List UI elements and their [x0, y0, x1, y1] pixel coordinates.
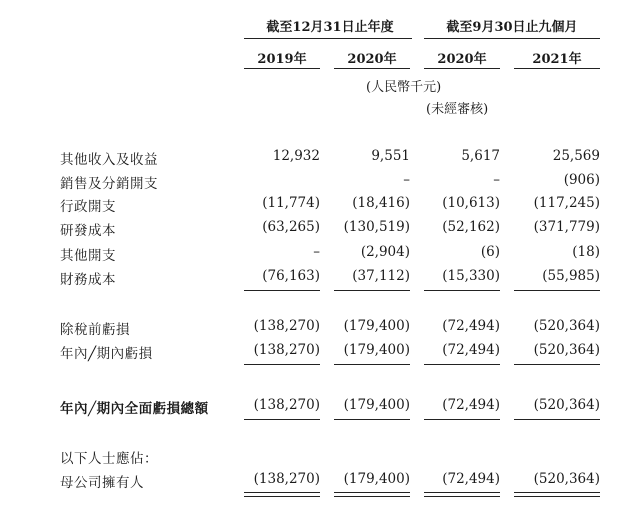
- row-label: 其他開支: [60, 248, 116, 264]
- total-rule: [514, 364, 600, 365]
- cell-2020-nine-months: (10,613): [442, 195, 500, 211]
- year-rule-2019: [244, 68, 320, 69]
- cell-2021: (18): [572, 244, 600, 260]
- cell-2020-nine-months: (72,494): [442, 342, 500, 358]
- total-rule: [514, 419, 600, 420]
- double-rule-bottom: [244, 496, 320, 497]
- cell-2020: 9,551: [371, 148, 410, 164]
- cell-2019: 12,932: [272, 148, 320, 164]
- year-header-2019: 2019年: [257, 52, 307, 67]
- cell-2021: 25,569: [552, 148, 600, 164]
- year-header-2020: 2020年: [347, 52, 397, 67]
- subtotal-rule: [244, 290, 320, 291]
- cell-2019: (11,774): [262, 195, 320, 211]
- cell-2020-nine-months: –: [493, 172, 500, 188]
- cell-2020: (37,112): [352, 268, 410, 284]
- cell-2020-nine-months: 5,617: [461, 148, 500, 164]
- cell-2021: (117,245): [533, 195, 600, 211]
- cell-2020-nine-months: (72,494): [442, 318, 500, 334]
- total-rule: [424, 419, 500, 420]
- cell-2020: (179,400): [343, 318, 410, 334]
- row-label-total-comprehensive-loss: 年內╱期內全面虧損總額: [60, 401, 209, 417]
- unit-note: (人民幣千元): [366, 80, 442, 95]
- total-rule: [334, 364, 410, 365]
- cell-2020-nine-months: (6): [480, 244, 500, 260]
- unaudited-note: (未經審核): [426, 102, 489, 117]
- cell-2021: (371,779): [533, 219, 600, 235]
- header-group-year: 截至12月31日止年度: [266, 20, 394, 35]
- cell-2019: (138,270): [253, 342, 320, 358]
- double-rule-top: [424, 492, 500, 493]
- cell-2020: (179,400): [343, 342, 410, 358]
- cell-2020: –: [403, 172, 410, 188]
- cell-2020: (18,416): [352, 195, 410, 211]
- double-rule-top: [244, 492, 320, 493]
- cell-2021: (520,364): [533, 342, 600, 358]
- row-label: 行政開支: [60, 199, 116, 215]
- row-label: 財務成本: [60, 272, 116, 288]
- row-label: 除稅前虧損: [60, 322, 130, 338]
- cell-2020: (130,519): [343, 219, 410, 235]
- double-rule-bottom: [334, 496, 410, 497]
- cell-2019: –: [313, 244, 320, 260]
- total-rule: [244, 364, 320, 365]
- header-group-rule-nine-months: [424, 38, 600, 39]
- double-rule-bottom: [514, 496, 600, 497]
- total-rule: [424, 364, 500, 365]
- year-rule-2021: [514, 68, 600, 69]
- double-rule-top: [514, 492, 600, 493]
- cell-2019: (76,163): [262, 268, 320, 284]
- cell-2021: (55,985): [542, 268, 600, 284]
- year-rule-2020: [334, 68, 410, 69]
- subtotal-rule: [514, 290, 600, 291]
- subtotal-rule: [334, 290, 410, 291]
- cell-2021: (520,364): [533, 471, 600, 487]
- cell-2020-nine-months: (72,494): [442, 397, 500, 413]
- row-label: 年內╱期內虧損: [60, 346, 153, 362]
- cell-2021: (520,364): [533, 318, 600, 334]
- cell-2020: (179,400): [343, 397, 410, 413]
- row-label: 研發成本: [60, 223, 116, 239]
- cell-2020-nine-months: (15,330): [442, 268, 500, 284]
- header-group-nine-months: 截至9月30日止九個月: [446, 20, 578, 35]
- row-label-attributable: 以下人士應佔：: [60, 451, 158, 467]
- cell-2021: (520,364): [533, 397, 600, 413]
- row-label: 母公司擁有人: [60, 475, 144, 491]
- double-rule-bottom: [424, 496, 500, 497]
- double-rule-top: [334, 492, 410, 493]
- row-label: 其他收入及收益: [60, 152, 158, 168]
- row-label: 銷售及分銷開支: [60, 176, 158, 192]
- cell-2021: (906): [563, 172, 600, 188]
- year-header-2020-nine-months: 2020年: [437, 52, 487, 67]
- cell-2020-nine-months: (52,162): [442, 219, 500, 235]
- year-rule-2020-nine-months: [424, 68, 500, 69]
- total-rule: [334, 419, 410, 420]
- cell-2020: (179,400): [343, 471, 410, 487]
- cell-2020-nine-months: (72,494): [442, 471, 500, 487]
- cell-2019: (138,270): [253, 471, 320, 487]
- subtotal-rule: [424, 290, 500, 291]
- cell-2019: (63,265): [262, 219, 320, 235]
- header-group-rule-year: [244, 38, 412, 39]
- cell-2019: (138,270): [253, 318, 320, 334]
- cell-2019: (138,270): [253, 397, 320, 413]
- cell-2020: (2,904): [360, 244, 410, 260]
- total-rule: [244, 419, 320, 420]
- year-header-2021: 2021年: [532, 52, 582, 67]
